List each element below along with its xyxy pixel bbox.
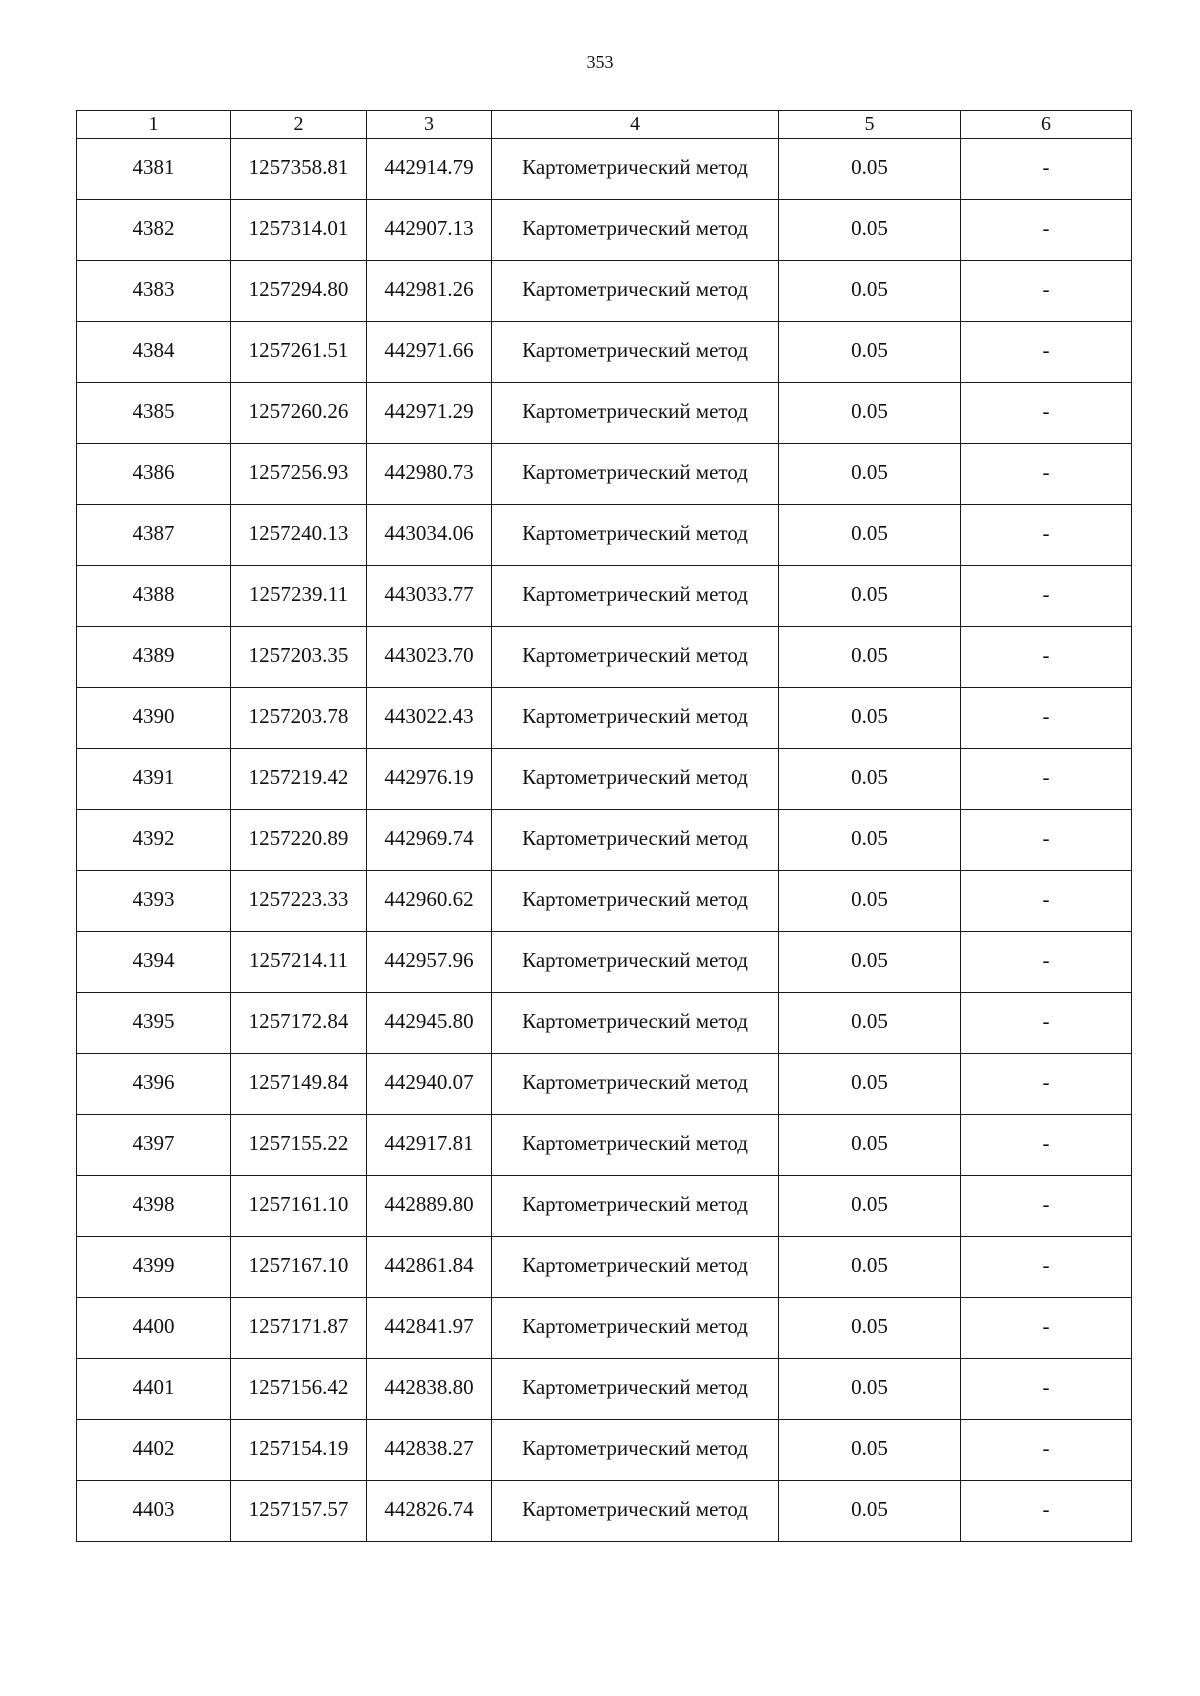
- coordinate-y-cell: 442980.73: [367, 444, 492, 505]
- accuracy-cell: 0.05: [779, 1420, 961, 1481]
- method-cell: Картометрический метод: [492, 383, 779, 444]
- point-number-cell: 4388: [77, 566, 231, 627]
- method-cell: Картометрический метод: [492, 932, 779, 993]
- accuracy-cell: 0.05: [779, 688, 961, 749]
- method-cell: Картометрический метод: [492, 1359, 779, 1420]
- method-cell: Картометрический метод: [492, 688, 779, 749]
- header-col-1: 1: [77, 111, 231, 139]
- method-cell: Картометрический метод: [492, 566, 779, 627]
- table-row: [77, 932, 1132, 993]
- point-number-cell: 4384: [77, 322, 231, 383]
- table-row: [77, 688, 1132, 749]
- coordinate-y-cell: 442826.74: [367, 1481, 492, 1542]
- note-cell: -: [961, 688, 1132, 749]
- accuracy-cell: 0.05: [779, 444, 961, 505]
- table-row: [77, 1176, 1132, 1237]
- point-number-cell: 4393: [77, 871, 231, 932]
- point-number-cell: 4390: [77, 688, 231, 749]
- note-cell: -: [961, 810, 1132, 871]
- note-cell: -: [961, 1054, 1132, 1115]
- note-cell: -: [961, 261, 1132, 322]
- coordinate-x-cell: 1257156.42: [231, 1359, 367, 1420]
- accuracy-cell: 0.05: [779, 566, 961, 627]
- table-row: [77, 444, 1132, 505]
- accuracy-cell: 0.05: [779, 505, 961, 566]
- method-cell: Картометрический метод: [492, 1054, 779, 1115]
- coordinates-table: [76, 110, 1132, 1542]
- coordinate-x-cell: 1257154.19: [231, 1420, 367, 1481]
- coordinate-y-cell: 443033.77: [367, 566, 492, 627]
- method-cell: Картометрический метод: [492, 1420, 779, 1481]
- note-cell: -: [961, 1420, 1132, 1481]
- point-number-cell: 4387: [77, 505, 231, 566]
- coordinate-x-cell: 1257220.89: [231, 810, 367, 871]
- coordinate-x-cell: 1257157.57: [231, 1481, 367, 1542]
- note-cell: -: [961, 1481, 1132, 1542]
- point-number-cell: 4385: [77, 383, 231, 444]
- coordinate-x-cell: 1257261.51: [231, 322, 367, 383]
- method-cell: Картометрический метод: [492, 261, 779, 322]
- accuracy-cell: 0.05: [779, 200, 961, 261]
- table-row: [77, 139, 1132, 200]
- method-cell: Картометрический метод: [492, 871, 779, 932]
- coordinate-x-cell: 1257167.10: [231, 1237, 367, 1298]
- coordinate-y-cell: 442838.27: [367, 1420, 492, 1481]
- note-cell: -: [961, 1237, 1132, 1298]
- table-row: [77, 1054, 1132, 1115]
- accuracy-cell: 0.05: [779, 139, 961, 200]
- coordinate-y-cell: 442960.62: [367, 871, 492, 932]
- method-cell: Картометрический метод: [492, 1176, 779, 1237]
- point-number-cell: 4395: [77, 993, 231, 1054]
- table-header: [77, 111, 1132, 139]
- table-row: [77, 871, 1132, 932]
- coordinate-y-cell: 442917.81: [367, 1115, 492, 1176]
- point-number-cell: 4392: [77, 810, 231, 871]
- accuracy-cell: 0.05: [779, 993, 961, 1054]
- coordinate-x-cell: 1257314.01: [231, 200, 367, 261]
- method-cell: Картометрический метод: [492, 322, 779, 383]
- method-cell: Картометрический метод: [492, 139, 779, 200]
- method-cell: Картометрический метод: [492, 1481, 779, 1542]
- table-row: [77, 566, 1132, 627]
- note-cell: -: [961, 383, 1132, 444]
- coordinate-y-cell: 442976.19: [367, 749, 492, 810]
- coordinate-y-cell: 442971.29: [367, 383, 492, 444]
- point-number-cell: 4386: [77, 444, 231, 505]
- accuracy-cell: 0.05: [779, 932, 961, 993]
- coordinate-x-cell: 1257223.33: [231, 871, 367, 932]
- coordinate-x-cell: 1257171.87: [231, 1298, 367, 1359]
- coordinate-y-cell: 442907.13: [367, 200, 492, 261]
- point-number-cell: 4382: [77, 200, 231, 261]
- accuracy-cell: 0.05: [779, 1237, 961, 1298]
- page-number: 353: [586, 52, 614, 72]
- table-row: [77, 200, 1132, 261]
- note-cell: -: [961, 627, 1132, 688]
- table-row: [77, 1115, 1132, 1176]
- coordinate-x-cell: 1257294.80: [231, 261, 367, 322]
- table-row: [77, 810, 1132, 871]
- coordinate-x-cell: 1257256.93: [231, 444, 367, 505]
- note-cell: -: [961, 505, 1132, 566]
- accuracy-cell: 0.05: [779, 810, 961, 871]
- accuracy-cell: 0.05: [779, 1359, 961, 1420]
- coordinate-x-cell: 1257203.35: [231, 627, 367, 688]
- point-number-cell: 4399: [77, 1237, 231, 1298]
- table-row: [77, 1298, 1132, 1359]
- point-number-cell: 4383: [77, 261, 231, 322]
- coordinate-x-cell: 1257149.84: [231, 1054, 367, 1115]
- accuracy-cell: 0.05: [779, 1176, 961, 1237]
- note-cell: -: [961, 1115, 1132, 1176]
- table-row: [77, 627, 1132, 688]
- note-cell: -: [961, 200, 1132, 261]
- coordinate-x-cell: 1257155.22: [231, 1115, 367, 1176]
- note-cell: -: [961, 1359, 1132, 1420]
- point-number-cell: 4389: [77, 627, 231, 688]
- point-number-cell: 4402: [77, 1420, 231, 1481]
- note-cell: -: [961, 444, 1132, 505]
- method-cell: Картометрический метод: [492, 749, 779, 810]
- table-row: [77, 1420, 1132, 1481]
- note-cell: -: [961, 139, 1132, 200]
- coordinate-y-cell: 443034.06: [367, 505, 492, 566]
- accuracy-cell: 0.05: [779, 1054, 961, 1115]
- note-cell: -: [961, 993, 1132, 1054]
- header-row: [77, 111, 1132, 139]
- point-number-cell: 4391: [77, 749, 231, 810]
- method-cell: Картометрический метод: [492, 1237, 779, 1298]
- table-row: [77, 1481, 1132, 1542]
- coordinate-x-cell: 1257172.84: [231, 993, 367, 1054]
- point-number-cell: 4401: [77, 1359, 231, 1420]
- point-number-cell: 4381: [77, 139, 231, 200]
- coordinate-y-cell: 442945.80: [367, 993, 492, 1054]
- point-number-cell: 4400: [77, 1298, 231, 1359]
- point-number-cell: 4394: [77, 932, 231, 993]
- accuracy-cell: 0.05: [779, 1298, 961, 1359]
- accuracy-cell: 0.05: [779, 261, 961, 322]
- table-row: [77, 1359, 1132, 1420]
- accuracy-cell: 0.05: [779, 1481, 961, 1542]
- method-cell: Картометрический метод: [492, 444, 779, 505]
- coordinate-y-cell: 442940.07: [367, 1054, 492, 1115]
- table-row: [77, 749, 1132, 810]
- coordinate-y-cell: 442971.66: [367, 322, 492, 383]
- point-number-cell: 4398: [77, 1176, 231, 1237]
- accuracy-cell: 0.05: [779, 1115, 961, 1176]
- coordinate-x-cell: 1257240.13: [231, 505, 367, 566]
- method-cell: Картометрический метод: [492, 200, 779, 261]
- coordinate-y-cell: 443023.70: [367, 627, 492, 688]
- coordinate-x-cell: 1257203.78: [231, 688, 367, 749]
- accuracy-cell: 0.05: [779, 383, 961, 444]
- table-row: [77, 1237, 1132, 1298]
- table-row: [77, 322, 1132, 383]
- note-cell: -: [961, 322, 1132, 383]
- note-cell: -: [961, 932, 1132, 993]
- coordinate-x-cell: 1257214.11: [231, 932, 367, 993]
- coordinate-x-cell: 1257161.10: [231, 1176, 367, 1237]
- table-row: [77, 505, 1132, 566]
- coordinate-y-cell: 442914.79: [367, 139, 492, 200]
- header-col-3: 3: [367, 111, 492, 139]
- table-row: [77, 383, 1132, 444]
- coordinate-y-cell: 442838.80: [367, 1359, 492, 1420]
- table-body: [77, 139, 1132, 1542]
- header-col-5: 5: [779, 111, 961, 139]
- note-cell: -: [961, 1176, 1132, 1237]
- header-col-6: 6: [961, 111, 1132, 139]
- coordinate-y-cell: 442969.74: [367, 810, 492, 871]
- accuracy-cell: 0.05: [779, 749, 961, 810]
- coordinate-x-cell: 1257260.26: [231, 383, 367, 444]
- coordinate-x-cell: 1257358.81: [231, 139, 367, 200]
- coordinate-x-cell: 1257239.11: [231, 566, 367, 627]
- note-cell: -: [961, 749, 1132, 810]
- method-cell: Картометрический метод: [492, 810, 779, 871]
- accuracy-cell: 0.05: [779, 322, 961, 383]
- note-cell: -: [961, 871, 1132, 932]
- point-number-cell: 4397: [77, 1115, 231, 1176]
- note-cell: -: [961, 566, 1132, 627]
- coordinate-y-cell: 442981.26: [367, 261, 492, 322]
- method-cell: Картометрический метод: [492, 505, 779, 566]
- coordinate-y-cell: 442861.84: [367, 1237, 492, 1298]
- point-number-cell: 4396: [77, 1054, 231, 1115]
- coordinate-y-cell: 442841.97: [367, 1298, 492, 1359]
- table-row: [77, 993, 1132, 1054]
- method-cell: Картометрический метод: [492, 993, 779, 1054]
- point-number-cell: 4403: [77, 1481, 231, 1542]
- note-cell: -: [961, 1298, 1132, 1359]
- header-col-4: 4: [492, 111, 779, 139]
- coordinate-y-cell: 442889.80: [367, 1176, 492, 1237]
- coordinate-y-cell: 442957.96: [367, 932, 492, 993]
- method-cell: Картометрический метод: [492, 1115, 779, 1176]
- accuracy-cell: 0.05: [779, 627, 961, 688]
- header-col-2: 2: [231, 111, 367, 139]
- accuracy-cell: 0.05: [779, 871, 961, 932]
- table-row: [77, 261, 1132, 322]
- method-cell: Картометрический метод: [492, 1298, 779, 1359]
- method-cell: Картометрический метод: [492, 627, 779, 688]
- coordinate-y-cell: 443022.43: [367, 688, 492, 749]
- coordinate-x-cell: 1257219.42: [231, 749, 367, 810]
